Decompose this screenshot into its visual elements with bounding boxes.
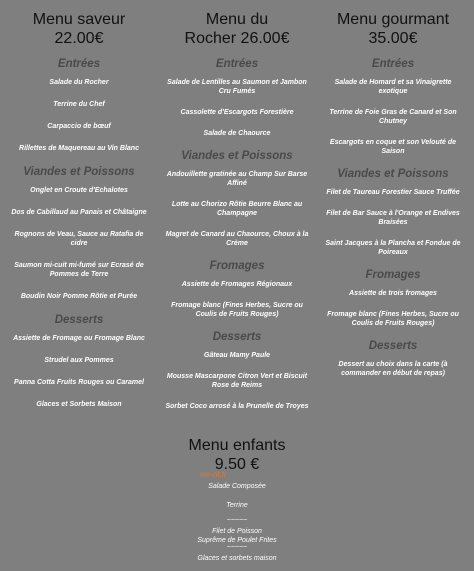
menu-item: Salade de Lentilles au Saumon et Jambon Cru Fumés <box>167 79 307 95</box>
menu-item: Dos de Cabillaud au Panais et Châtaigne <box>11 209 147 216</box>
menu-item: Terrine de Foie Gras de Canard et Son Chutney <box>329 109 457 125</box>
menu-item: Assiette de Fromages Régionaux <box>181 281 293 288</box>
menu-price: 22.00€ <box>54 30 104 47</box>
menu-title-line1: Menu gourmant <box>336 11 450 28</box>
separator: ~~~~~ <box>226 544 248 551</box>
menu-item: Dessert au choix dans la carte (à commander en début de repas) <box>338 361 448 377</box>
viandes-poissons-heading: Viandes et Poissons <box>23 166 135 178</box>
kids-item: Terrine <box>226 502 248 509</box>
menu-item: Rillettes de Maquereau au Vin Blanc <box>19 145 139 152</box>
menu-title-line1: Menu du <box>205 11 269 28</box>
menu-item: Glaces et Sorbets Maison <box>36 401 122 408</box>
menu-title-line1: Menu enfants <box>188 437 286 454</box>
menu-item: Andouillette gratinée au Champ Sur Barse Affiné <box>166 171 308 187</box>
menu-item: Gâteau Mamy Paule <box>203 352 271 359</box>
menu-item: Fromage blanc (Fines Herbes, Sucre ou Coulis de Fruits Rouges) <box>327 311 459 327</box>
menu-item: Sorbet Coco arrosé à la Prunelle de Troyes <box>165 403 309 410</box>
menu-item: Salade de Chaource <box>203 130 271 137</box>
menu-item: Rognons de Veau, Sauce au Ratafia de cidre <box>14 231 144 247</box>
menu-rocher-title <box>160 10 314 48</box>
menu-item: Strudel aux Pommes <box>44 357 114 364</box>
menu-item: Mousse Mascarpone Citron Vert et Biscuit Rose de Reims <box>166 373 308 389</box>
menu-item: Magret de Canard au Chaource, Choux à la Crème <box>165 231 309 247</box>
menu-item: Cassolette d'Escargots Forestière <box>180 109 294 116</box>
menu-price: 9.50 € <box>214 456 260 473</box>
menu-item: Saumon mi-cuit mi-fumé sur Ecrasé de Pommes de Terre <box>14 262 144 278</box>
menu-item: Terrine du Chef <box>53 101 105 108</box>
desserts-heading: Desserts <box>368 340 418 352</box>
menu-saveur-title <box>4 10 154 48</box>
menu-item: Saint Jacques à la Plancha et Fondue de Poireaux <box>325 240 461 256</box>
menu-saveur-column <box>4 10 154 422</box>
menu-price: 35.00€ <box>368 30 418 47</box>
menu-item: Filet de Taureau Forestier Sauce Truffée <box>326 189 460 196</box>
separator: ~~~~~ <box>226 517 248 524</box>
menu-item: Lotte au Chorizo Rôtie Beurre Blanc au Champagne <box>171 201 303 217</box>
menu-enfants-block <box>160 436 314 563</box>
fromages-heading: Fromages <box>365 269 421 281</box>
menu-rocher-column <box>160 10 314 423</box>
fromages-heading: Fromages <box>209 260 265 272</box>
menu-item: Salade du Rocher <box>49 79 109 86</box>
viandes-poissons-heading: Viandes et Poissons <box>181 150 293 162</box>
kids-item: Glaces et sorbets maison <box>197 555 277 562</box>
kids-item: Filet de Poisson <box>212 528 262 535</box>
menu-item: Boudin Noir Pomme Rôtie et Purée <box>20 293 138 300</box>
menu-item: Fromage blanc (Fines Herbes, Sucre ou Coulis de Fruits Rouges) <box>171 302 303 318</box>
menu-item: Assiette de Fromage ou Fromage Blanc <box>13 335 145 342</box>
desserts-heading: Desserts <box>212 331 262 343</box>
entrees-heading: Entrées <box>57 58 101 70</box>
menu-item: Escargots en coque et son Velouté de Saison <box>329 139 457 155</box>
desserts-heading: Desserts <box>54 314 104 326</box>
menu-item: Assiette de trois fromages <box>349 290 437 297</box>
menu-gourmant-column <box>316 10 470 390</box>
watermark: we-rit.fr <box>200 470 227 479</box>
entrees-heading: Entrées <box>371 58 415 70</box>
kids-item: Salade Composée <box>208 483 266 490</box>
menu-item: Panna Cotta Fruits Rouges ou Caramel <box>14 379 144 386</box>
menu-item: Salade de Homard et sa Vinaigrette exotique <box>334 79 452 95</box>
kids-item: Suprême de Poulet Frites <box>197 537 277 544</box>
menu-enfants-title <box>160 436 314 474</box>
menu-item: Filet de Bar Sauce à l'Orange et Endives Braisées <box>326 210 460 226</box>
menu-item: Carpaccio de bœuf <box>47 123 111 130</box>
menu-price: Rocher 26.00€ <box>184 30 290 47</box>
menu-gourmant-title <box>316 10 470 48</box>
menu-title-line1: Menu saveur <box>32 11 126 28</box>
viandes-poissons-heading: Viandes et Poissons <box>337 168 449 180</box>
menu-item: Onglet en Croute d'Echalotes <box>30 187 128 194</box>
entrees-heading: Entrées <box>215 58 259 70</box>
